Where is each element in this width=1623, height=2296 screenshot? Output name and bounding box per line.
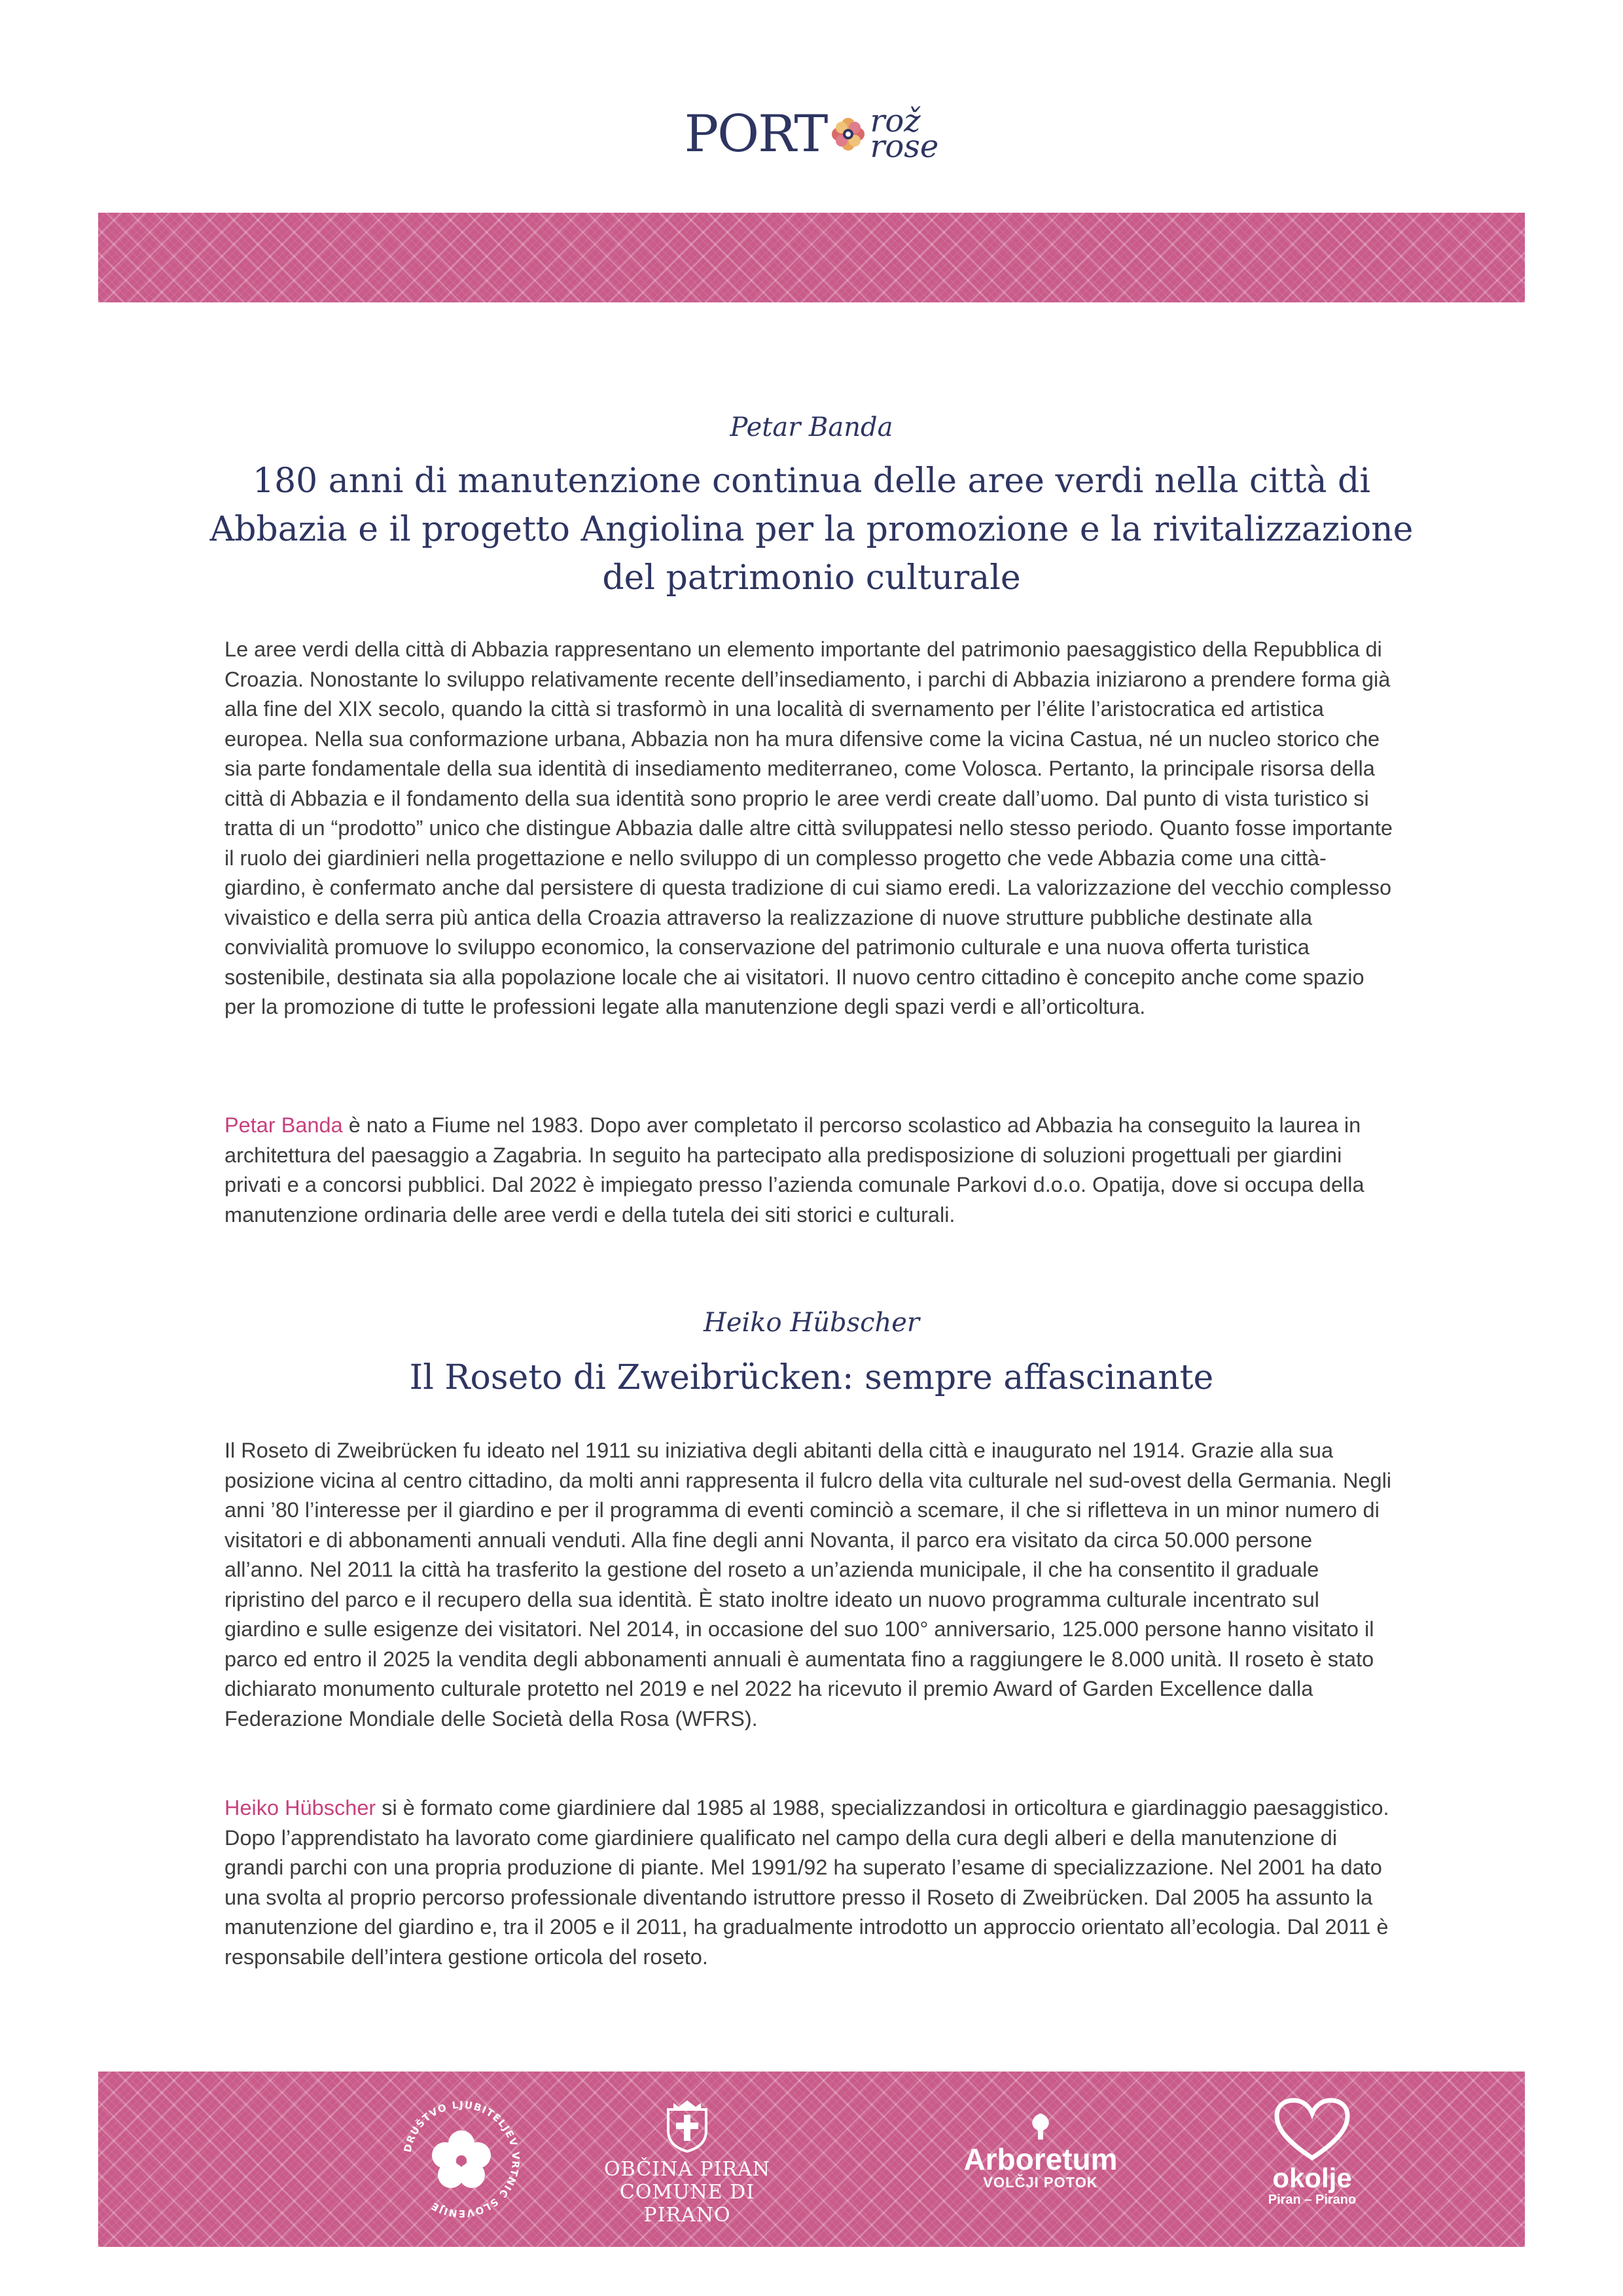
section2-author: Heiko Hübscher [703,1308,920,1338]
logo-roz-text: rož [870,102,921,139]
coat-of-arms-icon [664,2098,710,2153]
section2-bio [224,1793,1396,1972]
section2-title: Il Roseto di Zweibrücken: sempre affascinante [409,1358,1214,1397]
section1-author: Petar Banda [730,412,893,442]
rose-society-ring-text: DRUŠTVO LJUBITELJEV VRTNIC SLOVENIJE [401,2098,522,2220]
bottom-partner-band [98,2072,1525,2247]
rose-society-emblem-icon [396,2094,527,2225]
piran-pirano-text: Piran – Pirano [1268,2193,1357,2207]
partner-drustvo-vrtnic-logo [396,2094,527,2225]
okolje-text: okolje [1272,2162,1352,2193]
volcji-potok-text: VOLČJI POTOK [983,2174,1098,2191]
section2-bio-name: Heiko Hübscher [224,1796,376,1820]
portoroz-logo [0,98,1623,170]
section1-bio [224,1111,1396,1230]
heart-leaf-icon [1273,2098,1351,2161]
comune-di-pirano-text: COMUNE DI PIRANO [619,2181,755,2227]
obcina-piran-text: OBČINA PIRAN [604,2158,770,2181]
partner-obcina-piran-logo [592,2098,782,2229]
arboretum-text: Arboretum [963,2142,1118,2176]
top-pattern-band [98,213,1525,302]
section2-abstract: Il Roseto di Zweibrücken fu ideato nel 1911 su iniziativa degli abitanti della città e inaugurato nel 1914. Grazie alla sua posizione vicina al centro cittadino, da molti anni rappresenta il fulcro della vita culturale nel sud-ovest della Germania. Negli anni ’80 l’interesse per il giardino e per il programma di eventi cominciò a scemare, il che si rifletteva in un minor numero di visitatori e di abbonamenti annuali venduti. Alla fine degli anni Novanta, il parco era visitato da circa 50.000 persone all’anno. Nel 2011 la città ha trasferito la gestione del roseto a un’azienda municipale, il che ha consentito il graduale ripristino del parco e il recupero della sua identità. È stato inoltre ideato un nuovo programma culturale incentrato sul giardino e sulle esigenze dei visitatori. Nel 2014, in occasione del suo 100° anniversario, 125.000 persone hanno visitato il parco ed entro il 2025 la vendita degli abbonamenti annuali è aumentata fino a raggiungere le 8.000 unità. Il roseto è stato dichiarato monumento culturale protetto nel 2019 e nel 2022 ha ricevuto il premio Award of Garden Excellence dalla Federazione Mondiale delle Società della Rosa (WFRS). [224,1439,1392,1731]
section1-bio-text: è nato a Fiume nel 1983. Dopo aver completato il percorso scolastico ad Abbazia ha conseguito la laurea in architettura del paesaggio a Zagabria. In seguito ha partecipato alla predisposizione di soluzioni progettuali per giardini privati e a concorsi pubblici. Dal 2022 è impiegato presso l’azienda comunale Parkovi d.o.o. Opatija, dove si occupa della manutenzione ordinaria delle aree verdi e della tutela dei siti storici e culturali. [224,1113,1364,1227]
section1-title: 180 anni di manutenzione continua delle aree verdi nella città di Abbazia e il progetto Angiolina per la promozione e la rivitalizzazione del patrimonio culturale [209,461,1414,598]
logo-subtitle [870,102,939,165]
tree-icon [1025,2112,1056,2141]
logo-port-text: PORT [684,105,827,164]
partner-arboretum-logo [955,2112,1126,2210]
section2-bio-text: si è formato come giardiniere dal 1985 al 1988, specializzandosi in orticoltura e giardinaggio paesaggistico. Dopo l’apprendistato ha lavorato come giardiniere qualificato nel campo della cura degli alberi e della manutenzione di grandi parchi con una propria produzione di piante. Mel 1991/92 ha superato l’esame di specializzazione. Nel 2001 ha dato una svolta al proprio percorso professionale diventando istruttore presso il Roseto di Zweibrücken. Dal 2005 ha assunto la manutenzione del giardino e, tra il 2005 e il 2011, ha gradualmente introdotto un approccio orientato all’ecologia. Dal 2011 è responsabile dell’intera gestione orticola del roseto. [224,1796,1389,1969]
section1-abstract: Le aree verdi della città di Abbazia rappresentano un elemento importante del patrimonio paesaggistico della Repubblica di Croazia. Nonostante lo sviluppo relativamente recente dell’insediamento, i parchi di Abbazia iniziarono a prendere forma già alla fine del XIX secolo, quando la città si trasformò in una località di svernamento per l’élite l’aristocratica ed artistica europea. Nella sua conformazione urbana, Abbazia non ha mura difensive come la vicina Castua, né un nucleo storico che sia parte fondamentale della sua identità di insediamento mediterraneo, come Volosca. Pertanto, la principale risorsa della città di Abbazia e il fondamento della sua identità sono proprio le aree verdi create dall’uomo. Dal punto di vista turistico si tratta di un “prodotto” unico che distingue Abbazia dalle altre città sviluppatesi nello stesso periodo. Quanto fosse importante il ruolo dei giardinieri nella progettazione e nello sviluppo di un complesso progetto che vede Abbazia come una città-giardino, è confermato anche dal persistere di questa tradizione di cui siamo eredi. La valorizzazione del vecchio complesso vivaistico e della serra più antica della Croazia attraverso la realizzazione di nuove strutture pubbliche destinate alla convivialità promuove lo sviluppo economico, la conservazione del patrimonio culturale e una nuova offerta turistica sostenibile, destinata sia alla popolazione locale che ai visitatori. Il nuovo centro cittadino è concepito anche come spazio per la promozione di tutte le professioni legate alla manutenzione degli spazi verdi e all’orticoltura. [224,637,1393,1018]
section1-bio-name: Petar Banda [224,1113,343,1137]
logo-rose-text: rose [870,128,939,165]
rose-flower-icon [829,115,867,153]
partner-okolje-logo [1250,2098,1374,2222]
